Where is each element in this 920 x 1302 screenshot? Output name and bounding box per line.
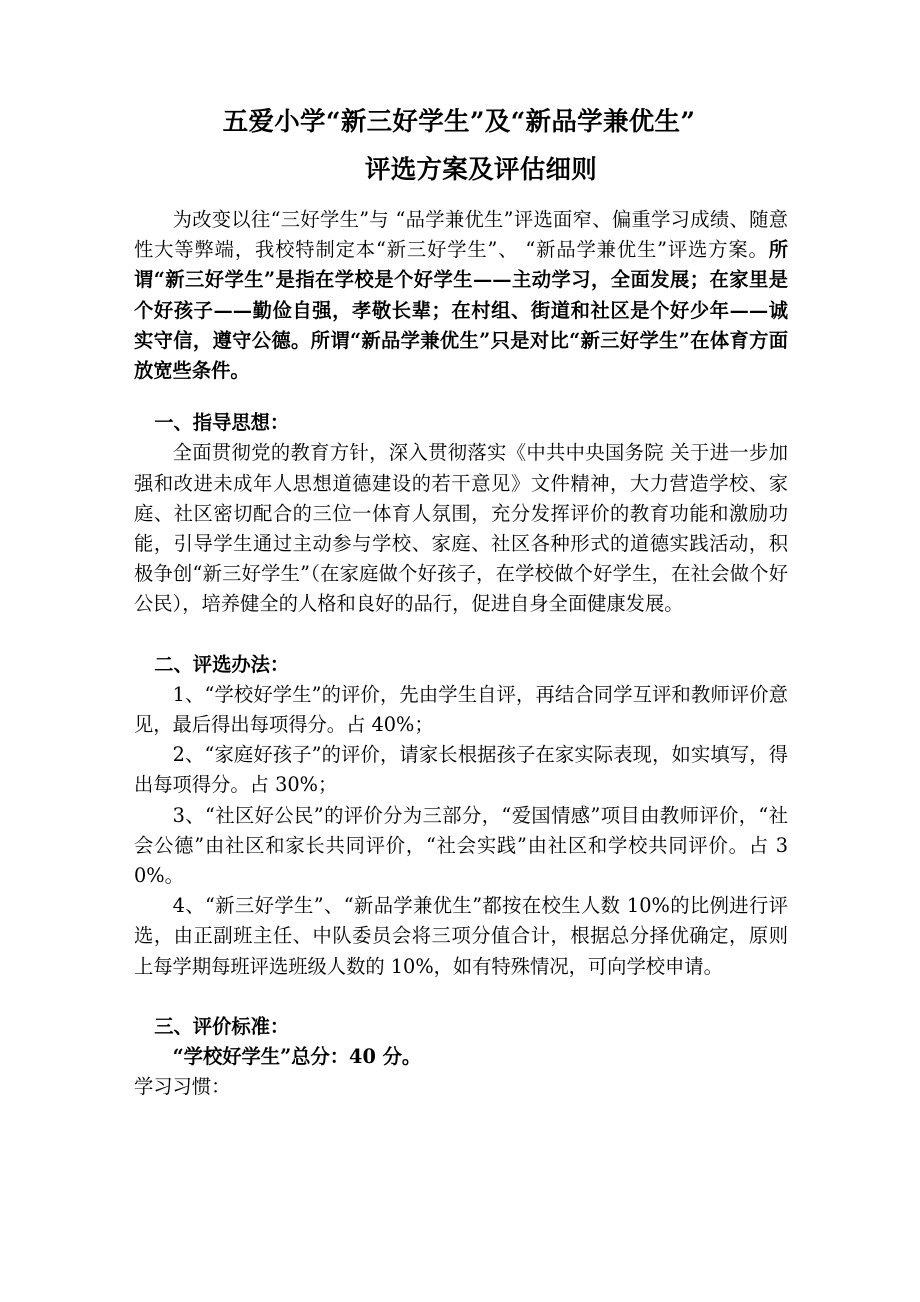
intro-paragraph (134, 205, 788, 386)
section-heading-selection-method: 二、评选办法： (154, 652, 290, 676)
intro-normal-text: 为改变以往“三好学生”与 “品学兼优生”评选面窄、偏重学习成绩、随意性大等弊端，我校特制定本“新三好学生”、 “新品学兼优生”评选方案。 (134, 208, 788, 262)
spacer (134, 620, 788, 650)
section-heading-evaluation-criteria: 三、评价标准： (154, 1014, 290, 1038)
spacer (134, 982, 788, 1012)
title-line-1: 五爱小学“新三好学生”及“新品学兼优生” (222, 107, 696, 137)
section-2-item-4: 4、“新三好学生”、“新品学兼优生”都按在校生人数 10%的比例进行评选，由正副班主任、中队委员会将三项分值合计，根据总分择优确定，原则上每学期每班评选班级人数的 10%，如有特殊情况，可向学校申请。 (134, 894, 788, 978)
title-line-2: 评选方案及评估细则 (364, 155, 598, 185)
document-content (134, 0, 788, 1102)
intro-bold-text: 所谓“新三好学生”是指在学校是个好学生——主动学习，全面发展；在家里是个好孩子——勤俭自强，孝敬长辈；在村组、街道和社区是个好少年——诚实守信，遵守公德。所谓“新品学兼优生”只是对比“新三好学生”在体育方面放宽些条件。 (134, 238, 788, 383)
section-1-paragraph-1: 全面贯彻党的教育方针，深入贯彻落实《中共中央国务院 关于进一步加强和改进未成年人思想道德建设的若干意见》文件精神，大力营造学校、家庭、社区密切配合的三位一体育人氛围，充分发挥评价的教育功能和激励功能，引导学生通过主动参与学校、家庭、社区各种形式的道德实践活动，积极争创“新三好学生”（在家庭做个好孩子，在学校做个好学生，在社会做个好公民），培养健全的人格和良好的品行，促进自身全面健康发展。 (134, 441, 788, 616)
intro-paragraph-block (134, 205, 788, 386)
section-3-study-habit-label: 学习习惯： (134, 1075, 231, 1099)
section-heading-guiding-thought: 一、指导思想： (154, 411, 290, 435)
spacer (134, 386, 788, 408)
section-3-total-score: “学校好学生”总分：40 分。 (172, 1045, 422, 1069)
section-2-item-1: 1、“学校好学生”的评价，先由学生自评，再结合同学互评和教师评价意见，最后得出每项得分。占 40%； (134, 682, 788, 737)
section-2-item-3: 3、“社区好公民”的评价分为三部分，“爱国情感”项目由教师评价，“社会公德”由社区和家长共同评价，“社会实践”由社区和学校共同评价。占 30%。 (134, 803, 788, 888)
section-2-item-2: 2、“家庭好孩子”的评价，请家长根据孩子在家实际表现，如实填写，得出每项得分。占 30%； (134, 743, 788, 797)
page-title (134, 0, 788, 189)
